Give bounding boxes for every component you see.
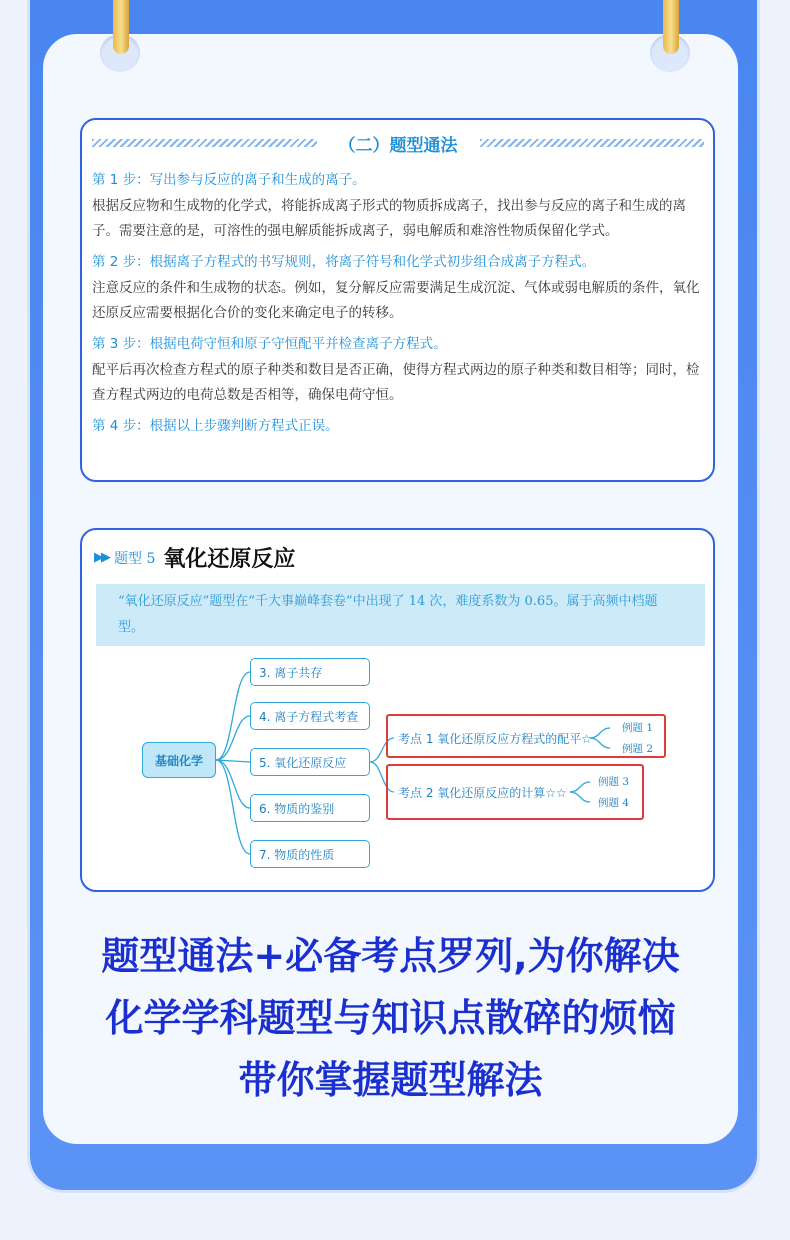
step-list <box>92 170 704 440</box>
frequency-note: “氧化还原反应”题型在“千大事巅峰套卷”中出现了 14 次，难度系数为 0.65。属于高频中档题型。 <box>96 584 705 646</box>
mindmap-root: 基础化学 <box>142 742 216 778</box>
stripe-decoration-right <box>480 139 705 147</box>
branch-substance-properties: 7. 物质的性质 <box>250 840 370 868</box>
branch-ionic-coexistence: 3. 离子共存 <box>250 658 370 686</box>
step-2-body: 注意反应的条件和生成物的状态。例如，复分解反应需要满足生成沉淀、气体或弱电解质的条件，氧化还原反应需要根据化合价的变化来确定电子的转移。 <box>92 280 700 321</box>
slogan-line-1: 题型通法+必备考点罗列,为你解决 <box>101 934 680 978</box>
slogan <box>43 925 738 1111</box>
point-2-example-3: 例题 3 <box>598 776 630 788</box>
step-1-heading: 第 1 步：写出参与反应的离子和生成的离子。 <box>92 172 366 188</box>
binder-ring-right <box>656 0 684 66</box>
step-4-heading: 第 4 步：根据以上步骤判断方程式正误。 <box>92 418 339 434</box>
question-type-label: 题型 5 <box>114 550 156 567</box>
branch-ionic-equation: 4. 离子方程式考查 <box>250 702 370 730</box>
point-2-example-4: 例题 4 <box>598 797 630 809</box>
mindmap <box>82 650 713 890</box>
point-1-example-2: 例题 2 <box>622 743 654 755</box>
point-1-example-1: 例题 1 <box>622 722 654 734</box>
method-header <box>92 132 704 154</box>
step-1-body: 根据反应物和生成物的化学式，将能拆成离子形式的物质拆成离子，找出参与反应的离子和生成的离子。需要注意的是，可溶性的强电解质能拆成离子，弱电解质和难溶性物质保留化学式。 <box>92 198 686 239</box>
point-2-label: 考点 2 氧化还原反应的计算☆☆ <box>398 786 567 800</box>
branch-redox-reaction: 5. 氧化还原反应 <box>250 748 370 776</box>
stripe-decoration-left <box>92 139 317 147</box>
branch-substance-identification: 6. 物质的鉴别 <box>250 794 370 822</box>
step-2-heading: 第 2 步：根据离子方程式的书写规则，将离子符号和化学式初步组合成离子方程式。 <box>92 254 596 270</box>
double-arrow-icon: ▶▶ <box>94 550 108 565</box>
slogan-line-3: 带你掌握题型解法 <box>238 1058 543 1102</box>
question-type-header <box>94 542 295 573</box>
question-type-section <box>80 528 715 892</box>
slogan-line-2: 化学学科题型与知识点散碎的烦恼 <box>105 996 676 1040</box>
binder-ring-left <box>106 0 134 66</box>
step-3-body: 配平后再次检查方程式的原子种类和数目是否正确，使得方程式两边的原子种类和数目相等；同时，检查方程式两边的电荷总数是否相等，确保电荷守恒。 <box>92 362 700 403</box>
step-3-heading: 第 3 步：根据电荷守恒和原子守恒配平并检查离子方程式。 <box>92 336 447 352</box>
method-section <box>80 118 715 482</box>
method-title: （二）题型通法 <box>338 135 458 156</box>
point-1-label: 考点 1 氧化还原反应方程式的配平☆ <box>398 732 593 746</box>
question-type-title: 氧化还原反应 <box>163 546 296 572</box>
